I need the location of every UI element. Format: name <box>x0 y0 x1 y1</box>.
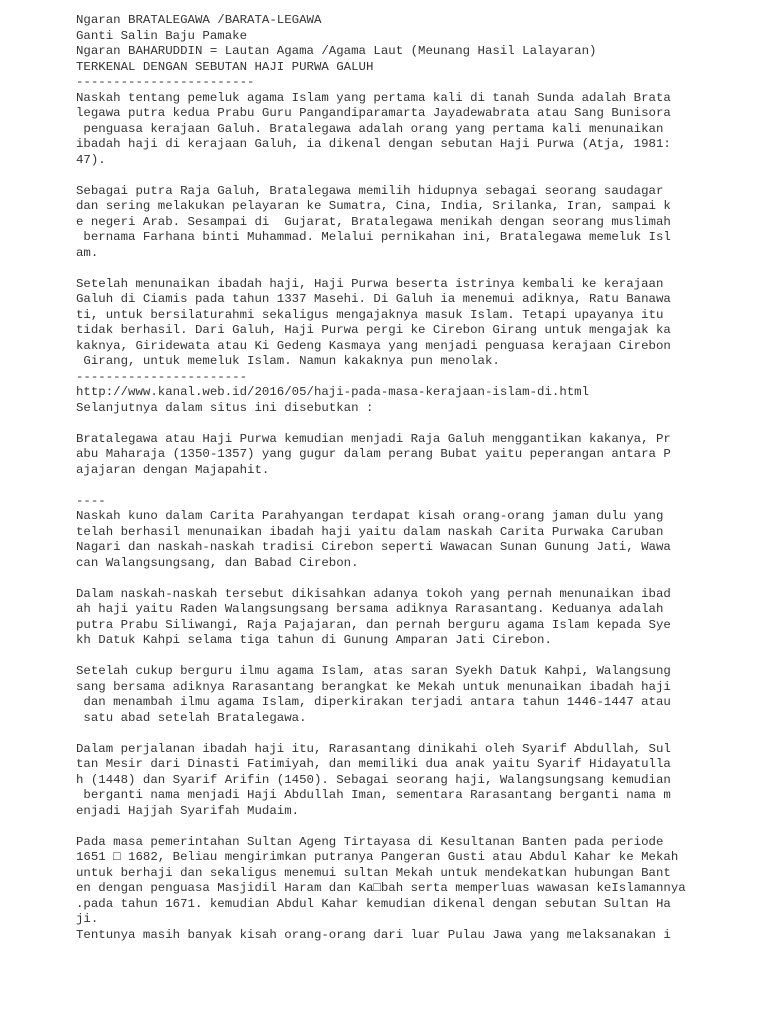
text-line: Galuh di Ciamis pada tahun 1337 Masehi. Di Galuh ia menemui adiknya, Ratu Banawa <box>76 292 671 306</box>
text-line: Ngaran BRATALEGAWA /BARATA-LEGAWA <box>76 13 322 27</box>
text-line: ibadah haji di kerajaan Galuh, ia dikenal dengan sebutan Haji Purwa (Atja, 1981: <box>76 137 671 151</box>
text-line: Pada masa pemerintahan Sultan Ageng Tirtayasa di Kesultanan Banten pada periode <box>76 834 664 849</box>
text-line: tidak berhasil. Dari Galuh, Haji Purwa pergi ke Cirebon Girang untuk mengajak ka <box>76 323 671 337</box>
text-line: telah berhasil menunaikan ibadah haji yaitu dalam naskah Carita Purwaka Caruban <box>76 524 664 539</box>
text-line: ------------------------ <box>76 75 255 89</box>
text-line: ah haji yaitu Raden Walangsungsang bersama adiknya Rarasantang. Keduanya adalah <box>76 602 664 616</box>
text-line: TERKENAL DENGAN SEBUTAN HAJI PURWA GALUH <box>76 59 374 74</box>
text-line: e negeri Arab. Sesampai di Gujarat, Bratalegawa menikah dengan seorang muslimah <box>76 214 671 229</box>
text-line: dan sering melakukan pelayaran ke Sumatra, Cina, India, Srilanka, Iran, sampai k <box>76 199 671 213</box>
text-line: Sebagai putra Raja Galuh, Bratalegawa memilih hidupnya sebagai seorang saudagar <box>76 183 664 198</box>
text-line: legawa putra kedua Prabu Guru Pangandiparamarta Jayadewabrata atau Sang Bunisora <box>76 106 671 120</box>
text-line: ji. <box>76 912 99 926</box>
text-line: Girang, untuk memeluk Islam. Namun kakaknya pun menolak. <box>76 354 500 368</box>
text-line: ajajaran dengan Majapahit. <box>76 462 270 477</box>
text-line: tan Mesir dari Dinasti Fatimiyah, dan memiliki dua anak yaitu Syarif Hidayatulla <box>76 757 671 771</box>
text-line: satu abad setelah Bratalegawa. <box>76 710 307 725</box>
text-line: Bratalegawa atau Haji Purwa kemudian menjadi Raja Galuh menggantikan kakanya, Pr <box>76 431 671 446</box>
text-line: abu Maharaja (1350-1357) yang gugur dalam perang Bubat yaitu peperangan antara P <box>76 447 671 461</box>
blank-line <box>76 571 756 587</box>
separator-line: ---- <box>76 493 106 508</box>
blank-line <box>76 168 756 184</box>
text-line: Naskah tentang pemeluk agama Islam yang pertama kali di tanah Sunda adalah Brata <box>76 90 671 105</box>
blank-line <box>76 478 756 494</box>
text-line: Naskah kuno dalam Carita Parahyangan terdapat kisah orang-orang jaman dulu yang <box>76 509 664 523</box>
blank-line <box>76 819 756 835</box>
text-line: Dalam perjalanan ibadah haji itu, Rarasantang dinikahi oleh Syarif Abdullah, Sul <box>76 741 671 756</box>
text-line: enjadi Hajjah Syarifah Mudaim. <box>76 803 300 818</box>
text-line: berganti nama menjadi Haji Abdullah Iman, sementara Rarasantang berganti nama m <box>76 788 671 802</box>
text-line: 1651 □ 1682, Beliau mengirimkan putranya Pangeran Gusti atau Abdul Kahar ke Mekah <box>76 850 679 864</box>
text-line: Tentunya masih banyak kisah orang-orang dari luar Pulau Jawa yang melaksanakan i <box>76 927 671 942</box>
document-page <box>76 13 756 943</box>
text-line: Ngaran BAHARUDDIN = Lautan Agama /Agama Laut (Meunang Hasil Lalayaran) <box>76 44 597 58</box>
text-line: Setelah menunaikan ibadah haji, Haji Purwa beserta istrinya kembali ke kerajaan <box>76 276 664 291</box>
text-line: am. <box>76 245 99 260</box>
text-line: putra Prabu Siliwangi, Raja Pajajaran, dan pernah berguru agama Islam kepada Sye <box>76 617 671 632</box>
text-line: 47). <box>76 152 106 167</box>
blank-line <box>76 416 756 432</box>
text-line: Nagari dan naskah-naskah tradisi Cirebon seperti Wawacan Sunan Gunung Jati, Wawa <box>76 540 671 554</box>
source-url: http://www.kanal.web.id/2016/05/haji-pada-masa-kerajaan-islam-di.html <box>76 385 590 399</box>
blank-line <box>76 261 756 277</box>
blank-line <box>76 726 756 742</box>
text-line: kh Datuk Kahpi selama tiga tahun di Gunung Amparan Jati Cirebon. <box>76 633 552 647</box>
text-line: ti, untuk bersilaturahmi sekaligus mengajaknya masuk Islam. Tetapi upayanya itu <box>76 307 664 322</box>
text-line: Setelah cukup berguru ilmu agama Islam, atas saran Syekh Datuk Kahpi, Walangsung <box>76 664 671 678</box>
text-line: Selanjutnya dalam situs ini disebutkan : <box>76 400 374 415</box>
text-line: penguasa kerajaan Galuh. Bratalegawa adalah orang yang pertama kali menunaikan <box>76 121 664 136</box>
blank-line <box>76 649 756 665</box>
text-line: bernama Farhana binti Muhammad. Melalui pernikahan ini, Bratalegawa memeluk Isl <box>76 230 671 244</box>
text-line: sang bersama adiknya Rarasantang berangkat ke Mekah untuk menunaikan ibadah haji <box>76 679 671 694</box>
text-line: h (1448) dan Syarif Arifin (1450). Sebagai seorang haji, Walangsungsang kemudian <box>76 772 671 787</box>
text-line: Ganti Salin Baju Pamake <box>76 28 248 43</box>
text-line: kaknya, Giridewata atau Ki Gedeng Kasmaya yang menjadi penguasa kerajaan Cirebon <box>76 338 671 353</box>
separator-line: ----------------------- <box>76 369 248 384</box>
text-line: en dengan penguasa Masjidil Haram dan Ka□bah serta memperluas wawasan keIslamannya <box>76 881 686 895</box>
text-line: untuk berhaji dan sekaligus menemui sultan Mekah untuk mendekatkan hubungan Bant <box>76 865 671 880</box>
text-line: dan menambah ilmu agama Islam, diperkirakan terjadi antara tahun 1446-1447 atau <box>76 695 671 709</box>
text-line: .pada tahun 1671. kemudian Abdul Kahar kemudian dikenal dengan sebutan Sultan Ha <box>76 896 671 911</box>
text-line: Dalam naskah-naskah tersebut dikisahkan adanya tokoh yang pernah menunaikan ibad <box>76 586 671 601</box>
text-line: can Walangsungsang, dan Babad Cirebon. <box>76 555 359 570</box>
